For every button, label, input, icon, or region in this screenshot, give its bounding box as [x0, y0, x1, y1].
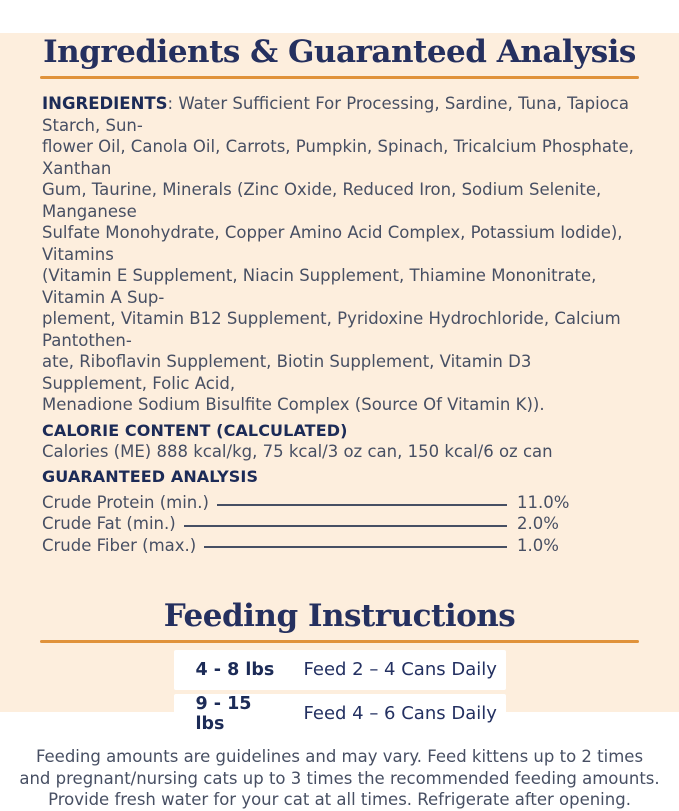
ingredients-line-text: : Water Sufficient For Processing, Sardine, Tuna, Tapioca Starch, Sun-: [42, 94, 629, 135]
feeding-table-row: [174, 694, 506, 734]
orange-divider-bottom: [40, 640, 639, 643]
ingredients-section-title: Ingredients & Guaranteed Analysis: [43, 34, 636, 70]
ingredients-label: INGREDIENTS: [42, 94, 168, 113]
leader-line: [184, 525, 507, 527]
feeding-guidelines-note: [0, 746, 679, 811]
analysis-row: [42, 492, 637, 513]
ingredients-paragraph: [42, 93, 637, 416]
analysis-row-label: Crude Fat (min.): [42, 514, 176, 534]
product-label-panel: [0, 33, 679, 810]
ingredients-line: [42, 93, 637, 136]
analysis-row-value: 2.0%: [517, 514, 559, 534]
ingredients-line: ate, Riboflavin Supplement, Biotin Supplement, Vitamin D3 Supplement, Folic Acid,: [42, 352, 532, 393]
weight-range-label: 4 - 8 lbs: [195, 659, 275, 680]
analysis-row: [42, 535, 637, 556]
calorie-content-heading: CALORIE CONTENT (CALCULATED): [42, 420, 348, 440]
ingredients-line: Sulfate Monohydrate, Copper Amino Acid Complex, Potassium Iodide), Vitamins: [42, 223, 623, 264]
analysis-row-value: 1.0%: [517, 535, 559, 555]
leader-line: [217, 504, 507, 506]
feeding-section-title: Feeding Instructions: [163, 597, 516, 634]
analysis-row: [42, 513, 637, 534]
analysis-row-label: Crude Fiber (max.): [42, 535, 197, 555]
feeding-amount-text: Feed 4 – 6 Cans Daily: [303, 703, 497, 725]
leader-line: [204, 546, 507, 548]
analysis-row-label: Crude Protein (min.): [42, 493, 209, 512]
guaranteed-analysis-table: [42, 492, 637, 556]
ingredients-line: flower Oil, Canola Oil, Carrots, Pumpkin, Spinach, Tricalcium Phosphate, Xanthan: [42, 137, 634, 178]
guaranteed-analysis-heading: GUARANTEED ANALYSIS: [42, 467, 259, 486]
analysis-row-value: 11.0%: [517, 493, 570, 512]
calorie-content-text: Calories (ME) 888 kcal/kg, 75 kcal/3 oz can, 150 kcal/6 oz can: [42, 441, 553, 461]
ingredients-line: (Vitamin E Supplement, Niacin Supplement, Thiamine Mononitrate, Vitamin A Sup-: [42, 266, 597, 307]
feeding-amount-text: Feed 2 – 4 Cans Daily: [303, 659, 497, 681]
ingredients-line: Gum, Taurine, Minerals (Zinc Oxide, Reduced Iron, Sodium Selenite, Manganese: [42, 180, 602, 221]
feeding-table: [174, 650, 506, 734]
orange-divider-top: [40, 76, 639, 79]
note-line: Provide fresh water for your cat at all times. Refrigerate after opening.: [48, 790, 631, 810]
ingredients-line: plement, Vitamin B12 Supplement, Pyridoxine Hydrochloride, Calcium Pantothen-: [42, 309, 621, 350]
note-line: Feeding amounts are guidelines and may vary. Feed kittens up to 2 times: [35, 746, 644, 766]
weight-range-label: 9 - 15 lbs: [195, 693, 252, 734]
note-line: and pregnant/nursing cats up to 3 times the recommended feeding amounts.: [19, 768, 660, 788]
ingredients-line: Menadione Sodium Bisulfite Complex (Source Of Vitamin K)).: [42, 395, 545, 414]
feeding-table-row: [174, 650, 506, 690]
